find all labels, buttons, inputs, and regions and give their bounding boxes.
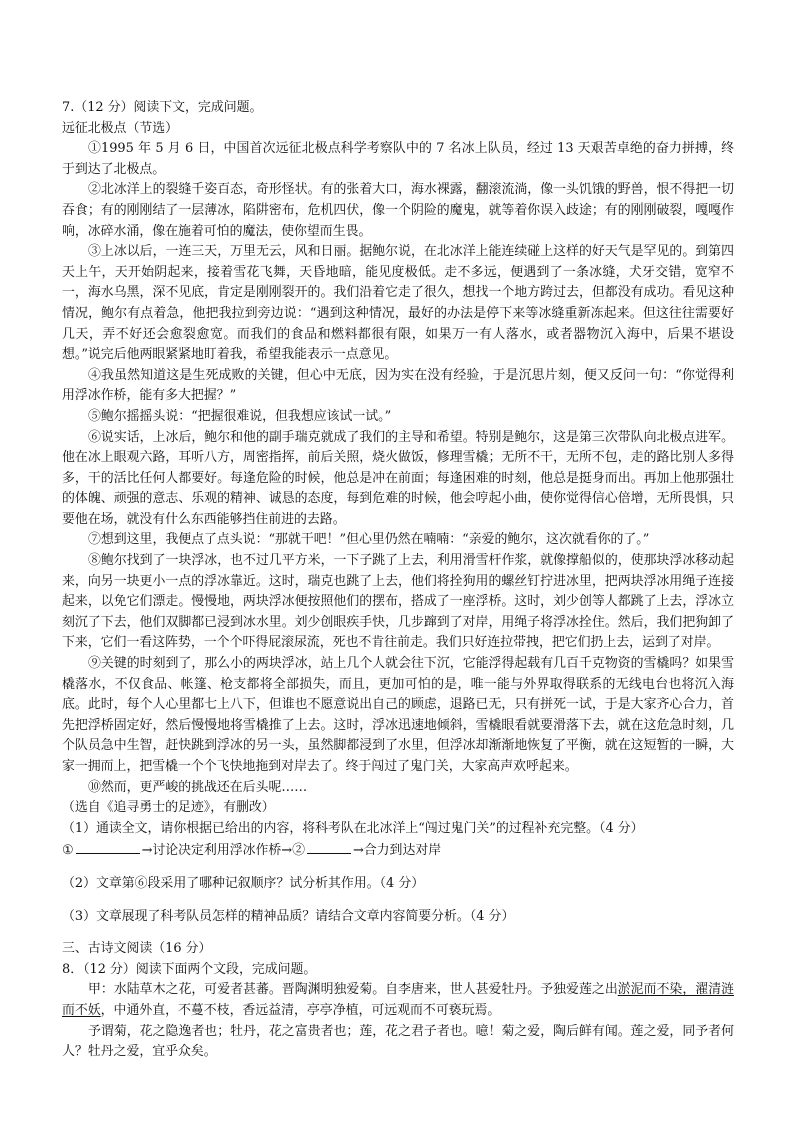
- fill-middle-text: →讨论决定利用浮冰作桥→②: [141, 843, 305, 859]
- passage-jia-part2: ，中通外直，不蔓不枝，香远益清，亭亭净植，可远观而不可亵玩焉。: [100, 1002, 501, 1018]
- passage-jia: [62, 980, 734, 1021]
- paragraph-10: ⑩然而，更严峻的挑战还在后头呢……: [88, 779, 308, 795]
- fill-end-text: →合力到达对岸: [352, 843, 442, 859]
- paragraph-6: ⑥说实话，上冰后，鲍尔和他的副手瑞克就成了我们的主导和希望。特别是鲍尔，这是第三次带队向北极点进军。他在冰上眼观六路，耳听八方，周密指挥，前后关照，烧火做饭，修理雪橇；无所不干，无所不包，走的路比别人多得多，干的活比任何人都要好。每逢危险的时候，他总是冲在前面；每逢困难的时刻，他总是挺身而出。再加上他那强壮的体魄、顽强的意志、乐观的精神、诚恳的态度，每到危难的时候，他会哼起小曲，使你觉得信心倍增，无所畏惧，只要他在场，就没有什么东西能够挡住前进的去路。: [62, 429, 734, 527]
- paragraph-9: ⑨关键的时刻到了，那么小的两块浮冰，站上几个人就会往下沉，它能浮得起载有几百千克物资的雪橇吗？如果雪橇落水，不仅食品、帐篷、枪支都将全部损失，而且，更加可怕的是，唯一能与外界取得联系的无线电台也将沉入海底。此时，每个人心里都七上八下，但谁也不愿意说出自己的顾虑，退路已无，只有拼死一试，于是大家齐心合力，首先把浮桥固定好，然后慢慢地将雪橇推了上去。这时，浮冰迅速地倾斜，雪橇眼看就要滑落下去，就在这危急时刻，几个队员急中生智，赶快跳到浮冰的另一头，虽然脚都浸到了水里，但浮冰却渐渐地恢复了平衡，就在这短暂的一瞬，大家一拥而上，把雪橇一个个飞快地拖到对岸去了。终于闯过了鬼门关，大家高声欢呼起来。: [62, 656, 734, 774]
- paragraph-5: ⑤鲍尔摇摇头说：“把握很难说，但我想应该试一试。”: [88, 408, 392, 424]
- subquestion-1: （1）通读全文，请你根据已给出的内容，将科考队在北冰洋上“闯过鬼门关”的过程补充完整。（4 分）: [62, 820, 644, 836]
- underlined-phrase: 淤泥而不染，濯清涟而不妖: [62, 982, 735, 1018]
- paragraph-3: ③上冰以后，一连三天，万里无云，风和日丽。据鲍尔说，在北冰洋上能连续碰上这样的好天气是罕见的。到第四天上午，天开始阴起来，接着雪花飞舞，天昏地暗，能见度极低。走不多远，便遇到了一条冰缝，犬牙交错，宽窄不一，海水乌黑，深不见底，肯定是刚刚裂开的。我们沿着它走了很久，想找一个地方跨过去，但都没有成功。看见这种情况，鲍尔有点着急，他把我拉到旁边说：“遇到这种情况，最好的办法是停下来等冰缝重新冻起来。但这往往需要好几天，弄不好还会愈裂愈宽。而我们的食品和燃料都很有限，如果万一有人落水，或者器物沉入海中，后果不堪设想。”说完后他两眼紧紧地盯着我，希望我能表示一点意见。: [62, 244, 734, 363]
- answer-blank-1[interactable]: [76, 839, 140, 854]
- section-3-heading: 三、古诗文阅读（16 分）: [62, 941, 212, 957]
- subquestion-3: （3）文章展现了科考队员怎样的精神品质？请结合文章内容简要分析。（4 分）: [62, 908, 515, 924]
- fill-marker-1: ①: [62, 843, 74, 859]
- fill-in-line: [62, 839, 734, 862]
- article-source: （选自《追寻勇士的足迹》，有删改）: [62, 800, 275, 816]
- passage-jia-paragraph-2: 予谓菊，花之隐逸者也；牡丹，花之富贵者也；莲，花之君子者也。噫！菊之爱，陶后鲜有闻。莲之爱，同予者何人？牡丹之爱，宜乎众矣。: [62, 1023, 734, 1060]
- article-title: 远征北极点（节选）: [62, 120, 179, 136]
- paragraph-1: ①1995 年 5 月 6 日，中国首次远征北极点科学考察队中的 7 名冰上队员，经过 13 天艰苦卓绝的奋力拼搏，终于到达了北极点。: [62, 141, 734, 177]
- question-7-header: 7.（12 分）阅读下文，完成问题。: [62, 100, 263, 115]
- question-8-header: 8．（12 分）阅读下面两个文段，完成问题。: [62, 961, 317, 977]
- paragraph-7: ⑦想到这里，我便点了点头说：“那就干吧！”但心里仍然在喃喃：“亲爱的鲍尔，这次就看你的了。”: [88, 532, 650, 548]
- subquestion-2: （2）文章第⑥段采用了哪种记叙顺序？试分析其作用。（4 分）: [62, 875, 425, 891]
- passage-jia-part1: 甲：水陆草木之花，可爱者甚蕃。晋陶渊明独爱菊。自李唐来，世人甚爱牡丹。予独爱莲之出: [88, 982, 618, 998]
- paragraph-8: ⑧鲍尔找到了一块浮冰，也不过几平方米，一下子跳了上去，利用滑雪杆作浆，就像撑船似的，使那块浮冰移动起来，向另一块更小一点的浮冰靠近。这时，瑞克也跳了上去，他们将拴狗用的螺丝钉拧进冰里，把两块浮冰用绳子连接起来，以免它们漂走。慢慢地，两块浮冰便按照他们的摆布，搭成了一座浮桥。这时，刘少创等人都跳了上去，浮冰立刻沉了下去，他们双脚都已浸到冰水里。刘少创眼疾手快，几步蹿到了对岸，用绳子将浮冰拴住。然后，我们把狗卸了下来，它们一看这阵势，一个个吓得屁滚尿流，死也不肯往前走。我们只好连拉带拽，把它们扔上去，运到了对岸。: [62, 553, 734, 651]
- paragraph-2: ②北冰洋上的裂缝千姿百态，奇形怪状。有的张着大口，海水裸露，翻滚流淌，像一头饥饿的野兽，恨不得把一切吞食；有的刚刚结了一层薄冰，陷阱密布，危机四伏，像一个阴险的魔鬼，就等着你误入歧途；有的刚刚破裂，嘎嘎作响，冰碎水涌，像在施着可怕的魔法，使你望而生畏。: [62, 182, 734, 239]
- paragraph-4: ④我虽然知道这是生死成败的关键，但心中无底，因为实在没有经验，于是沉思片刻，便又反问一句：“你觉得利用浮冰作桥，能有多大把握？”: [62, 367, 734, 404]
- answer-blank-2[interactable]: [307, 839, 351, 854]
